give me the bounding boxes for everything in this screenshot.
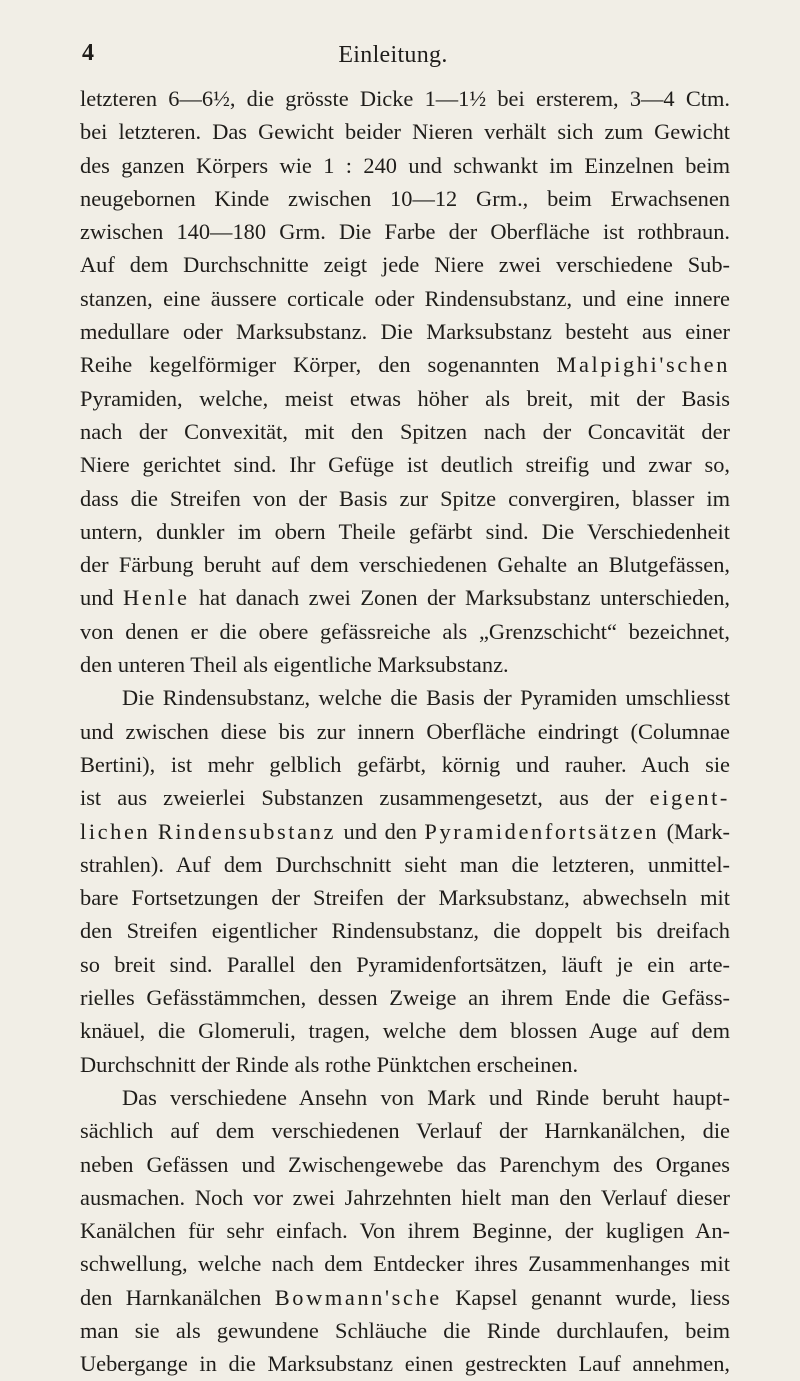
text-line: lichen Rindensubstanz und den Pyramidenfortsätzen (Mark-: [80, 818, 730, 844]
text-line: untern, dunkler im obern Theile gefärbt sind. Die Verschiedenheit: [80, 518, 730, 544]
text-line: letzteren 6—6½, die grösste Dicke 1—1½ bei ersterem, 3—4 Ctm.: [80, 86, 730, 111]
text-line: rielles Gefässtämmchen, dessen Zweige an ihrem Ende die Gefäss-: [80, 985, 730, 1011]
text-line: Bertini), ist mehr gelblich gefärbt, körnig und rauher. Auch sie: [80, 751, 730, 777]
text-line: und Henle hat danach zwei Zonen der Marksubstanz unterschieden,: [80, 585, 731, 611]
text-line: den unteren Theil als eigentliche Marksubstanz.: [80, 652, 509, 678]
text-line: man sie als gewundene Schläuche die Rinde durchlaufen, beim: [80, 1317, 730, 1343]
running-head: Einleitung.: [338, 42, 448, 68]
emphasized-word: Malpighi'schen: [556, 352, 730, 378]
text-line: ausmachen. Noch vor zwei Jahrzehnten hielt man den Verlauf dieser: [80, 1184, 730, 1210]
text-line: von denen er die obere gefässreiche als „Grenzschicht“ bezeichnet,: [80, 618, 730, 644]
emphasized-word: lichen: [80, 818, 151, 844]
text-line: neben Gefässen und Zwischengewebe das Parenchym des Organes: [80, 1151, 730, 1177]
text-line: des ganzen Körpers wie 1 : 240 und schwankt im Einzelnen beim: [80, 152, 730, 178]
page-header: [82, 40, 704, 74]
text-line: Auf dem Durchschnitte zeigt jede Niere zwei verschiedene Sub-: [80, 252, 730, 278]
text-line: den Harnkanälchen Bowmann'sche Kapsel genannt wurde, liess: [80, 1284, 730, 1310]
text-line: Reihe kegelförmiger Körper, den sogenannten Malpighi'schen: [80, 352, 730, 378]
emphasized-word: Rindensubstanz: [157, 818, 337, 844]
text-line: Kanälchen für sehr einfach. Von ihrem Beginne, der kugligen An-: [80, 1218, 730, 1244]
text-line: zwischen 140—180 Grm. Die Farbe der Oberfläche ist rothbraun.: [80, 219, 730, 245]
text-line: neugebornen Kinde zwischen 10—12 Grm., beim Erwachsenen: [80, 185, 730, 211]
text-line: nach der Convexität, mit den Spitzen nach der Concavität der: [80, 418, 730, 444]
text-line: und zwischen diese bis zur innern Oberfläche eindringt (Columnae: [80, 718, 730, 744]
body-text: [80, 82, 730, 1381]
text-line: ist aus zweierlei Substanzen zusammengesetzt, aus der eigent-: [80, 785, 730, 811]
emphasized-word: Bowmann'sche: [274, 1284, 442, 1310]
text-line: so breit sind. Parallel den Pyramidenfortsätzen, läuft je ein arte-: [80, 951, 730, 977]
text-line: Durchschnitt der Rinde als rothe Pünktchen erscheinen.: [80, 1051, 579, 1077]
text-line: bei letzteren. Das Gewicht beider Nieren verhält sich zum Gewicht: [80, 119, 730, 145]
text-line: stanzen, eine äussere corticale oder Rindensubstanz, und eine innere: [80, 285, 730, 311]
emphasized-word: eigent-: [649, 785, 730, 811]
emphasized-word: Henle: [123, 585, 190, 611]
page-number: 4: [82, 40, 94, 66]
text-line: sächlich auf dem verschiedenen Verlauf der Harnkanälchen, die: [80, 1118, 730, 1144]
text-line: Die Rindensubstanz, welche die Basis der Pyramiden umschliesst: [122, 685, 730, 711]
text-line: Uebergange in die Marksubstanz einen gestreckten Lauf annehmen,: [80, 1351, 730, 1377]
text-line: den Streifen eigentlicher Rindensubstanz, die doppelt bis dreifach: [80, 918, 730, 944]
text-line: dass die Streifen von der Basis zur Spitze convergiren, blasser im: [80, 485, 730, 511]
text-line: der Färbung beruht auf dem verschiedenen Gehalte an Blutgefässen,: [80, 552, 730, 578]
text-line: strahlen). Auf dem Durchschnitt sieht man die letzteren, unmittel-: [80, 851, 730, 877]
text-line: Pyramiden, welche, meist etwas höher als breit, mit der Basis: [80, 385, 730, 411]
text-line: medullare oder Marksubstanz. Die Marksubstanz besteht aus einer: [80, 319, 730, 345]
text-line: Niere gerichtet sind. Ihr Gefüge ist deutlich streifig und zwar so,: [80, 452, 730, 478]
text-line: Das verschiedene Ansehn von Mark und Rinde beruht haupt-: [122, 1084, 730, 1110]
emphasized-word: Pyramidenfortsätzen: [424, 818, 660, 844]
text-line: bare Fortsetzungen der Streifen der Marksubstanz, abwechseln mit: [80, 885, 730, 911]
text-line: schwellung, welche nach dem Entdecker ihres Zusammenhanges mit: [80, 1251, 730, 1277]
text-line: knäuel, die Glomeruli, tragen, welche dem blossen Auge auf dem: [80, 1018, 730, 1044]
